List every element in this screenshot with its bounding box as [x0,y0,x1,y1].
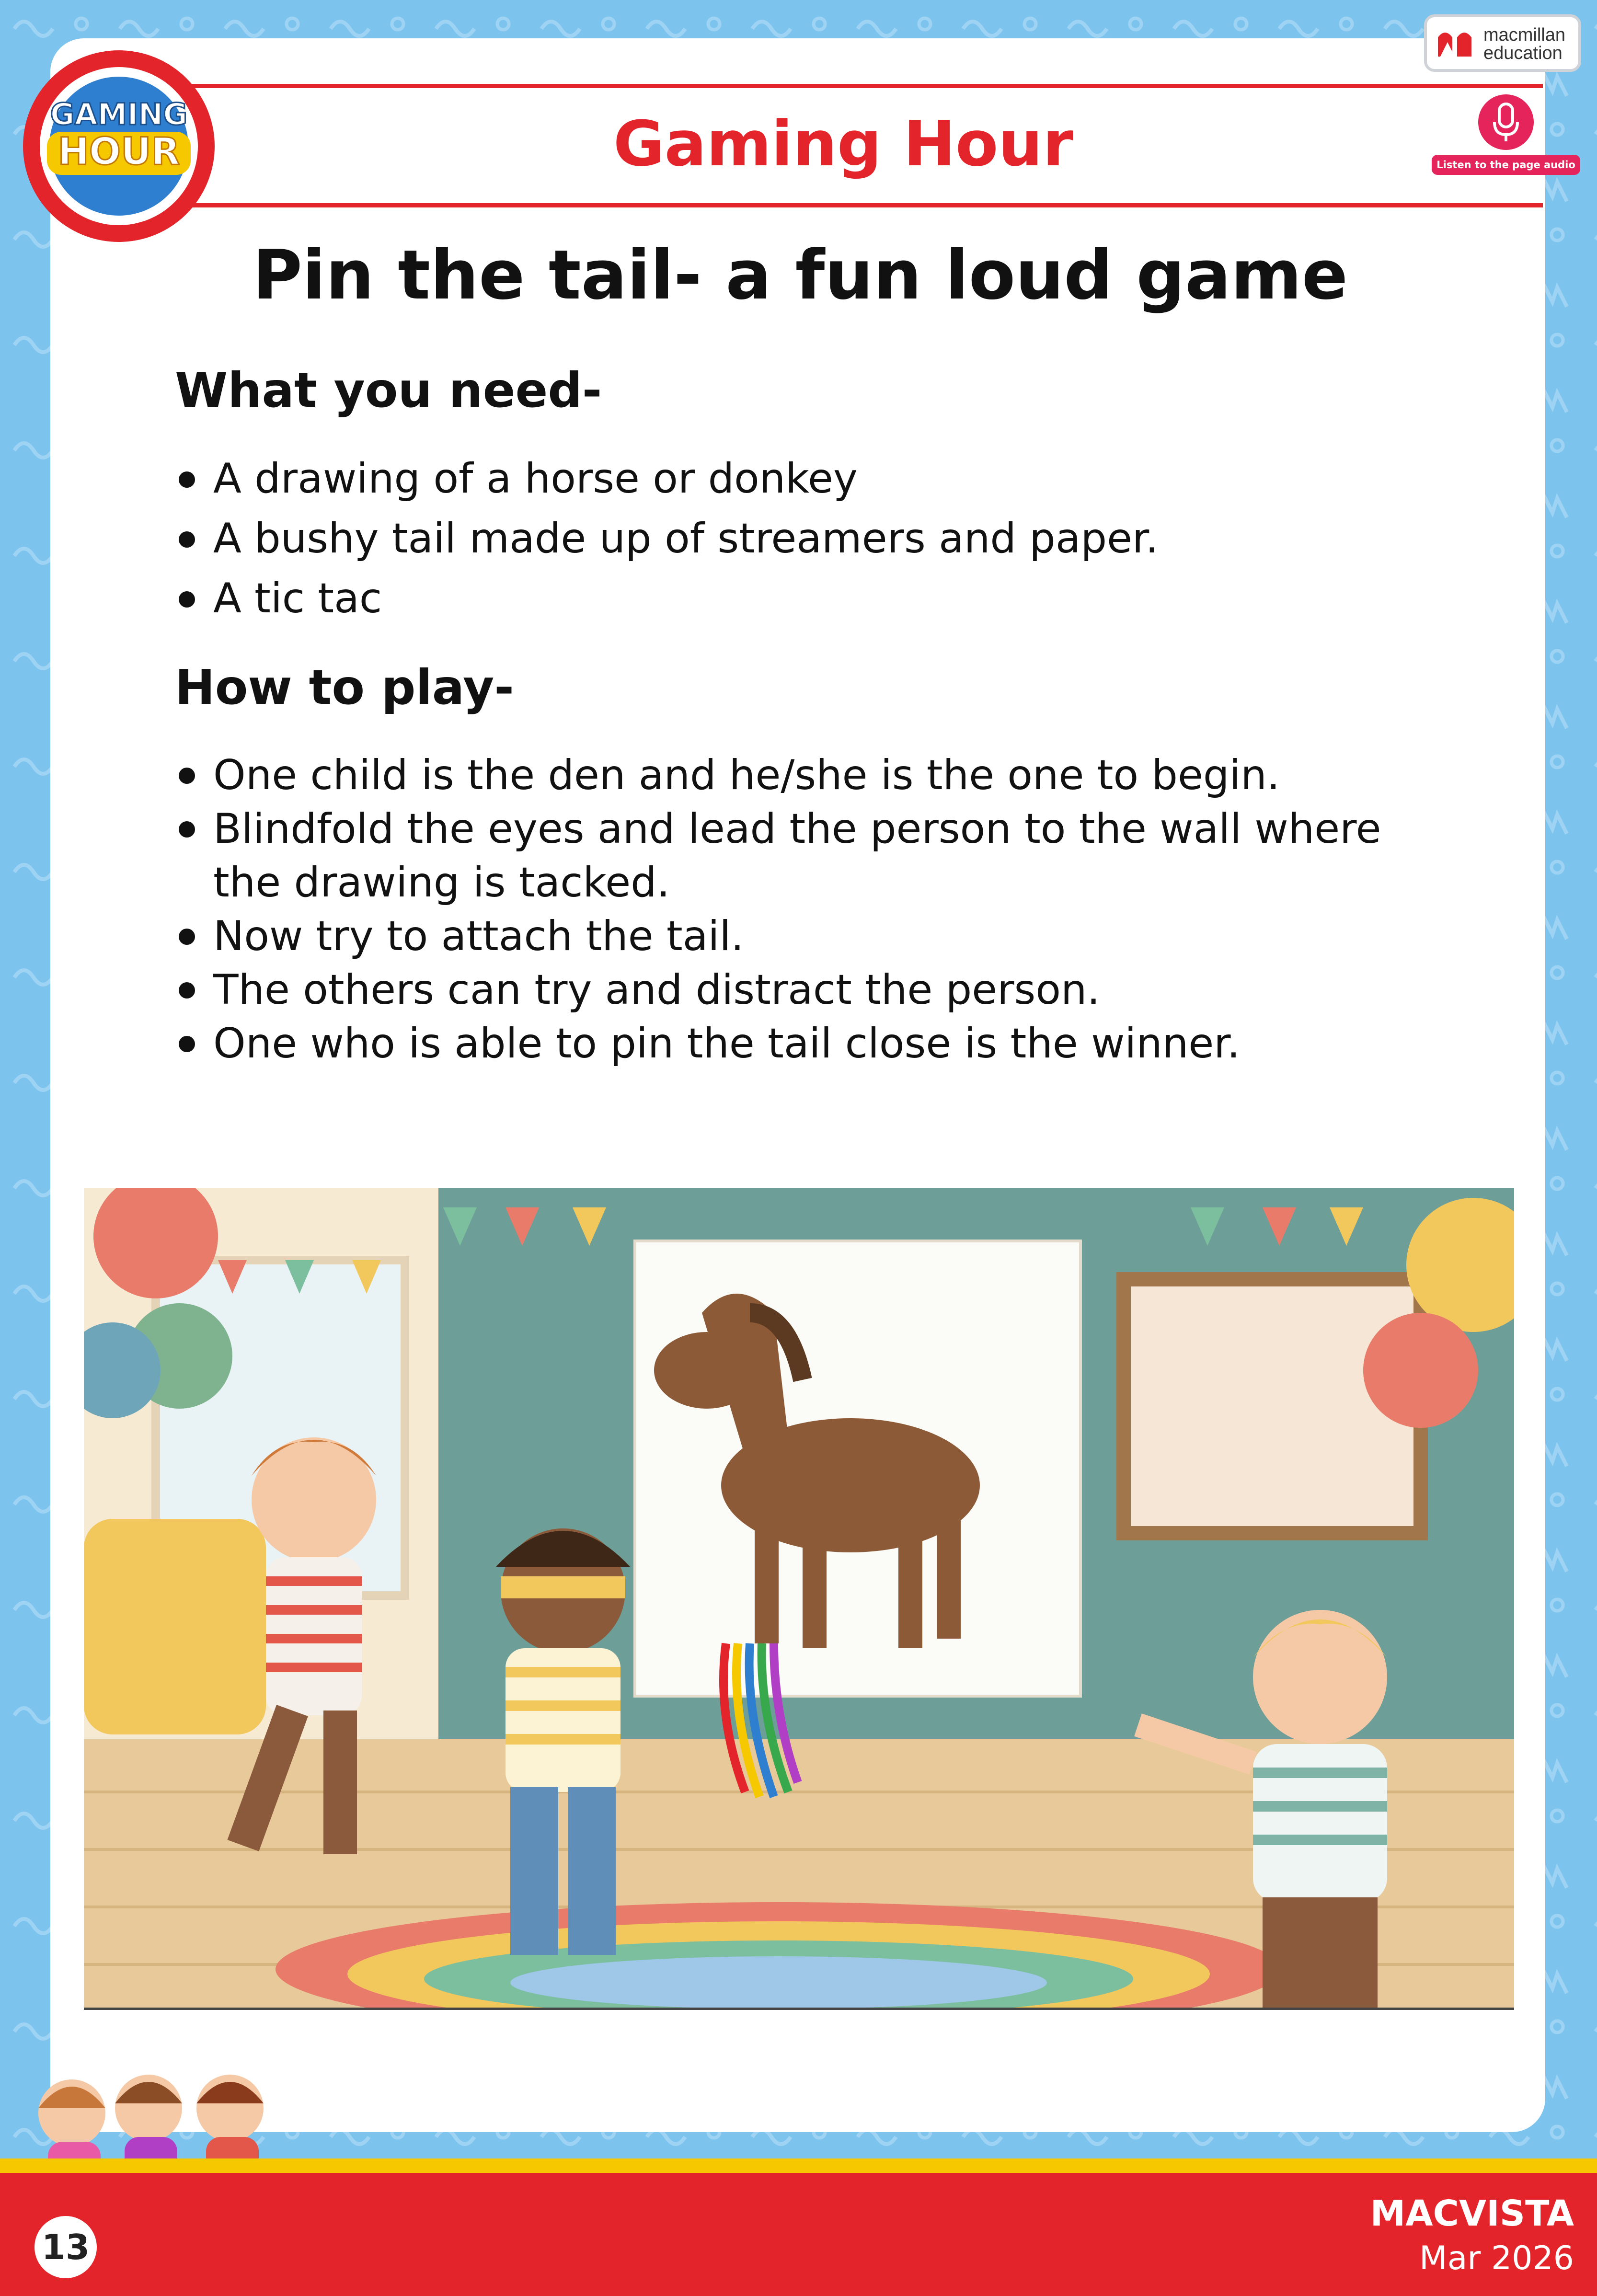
footer-stripe [0,2158,1597,2173]
macmillan-logo-icon [1436,28,1479,59]
list-item: Blindfold the eyes and lead the person to the wall where [175,802,1381,856]
microphone-icon [1477,93,1535,151]
brand-line-2: education [1483,43,1563,63]
needs-heading: What you need- [175,362,602,418]
play-heading: How to play- [175,659,514,715]
macmillan-logo[interactable] [1424,14,1581,72]
list-item: One who is able to pin the tail close is the winner. [175,1017,1381,1070]
list-item-continued: the drawing is tacked. [213,859,670,907]
game-illustration [84,1188,1514,2010]
badge-line-1: GAMING [50,97,188,132]
article-title: Pin the tail- a fun loud game [252,236,1348,315]
audio-label: Listen to the page audio [1432,155,1580,175]
footer-bar [0,2173,1597,2296]
page-number: 13 [34,2216,97,2278]
gaming-hour-badge-icon [18,46,219,247]
magazine-name: MACVISTA [1370,2193,1574,2234]
list-item: One child is the den and he/she is the one to begin. [175,748,1381,802]
needs-list [175,449,1159,629]
list-item: A drawing of a horse or donkey [175,449,1159,509]
list-item: Now try to attach the tail. [175,909,1381,963]
issue-date: Mar 2026 [1419,2239,1574,2277]
list-item: A bushy tail made up of streamers and paper. [175,509,1159,569]
badge-line-2: HOUR [57,130,180,173]
list-item: A tic tac [175,569,1159,629]
brand-line-1: macmillan [1483,25,1566,45]
list-item: The others can try and distract the person. [175,963,1381,1017]
listen-audio-button[interactable] [1432,93,1580,180]
header-title: Gaming Hour [613,107,1074,180]
steps-list [175,748,1381,1070]
